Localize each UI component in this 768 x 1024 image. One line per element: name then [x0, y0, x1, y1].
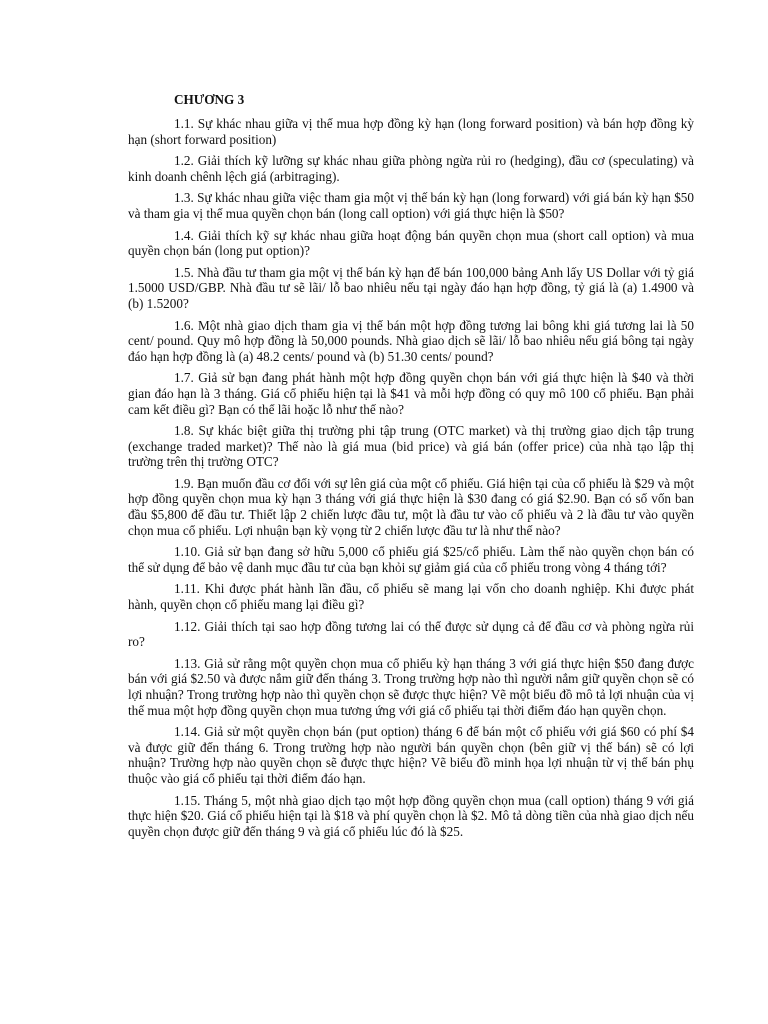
question-1-2: 1.2. Giải thích kỹ lưỡng sự khác nhau giữa phòng ngừa rủi ro (hedging), đầu cơ (speculating) và kinh doanh chênh lệch giá (arbitraging). [128, 153, 694, 184]
question-1-9: 1.9. Bạn muốn đầu cơ đối với sự lên giá của một cổ phiếu. Giá hiện tại của cổ phiếu là $29 và một hợp đồng quyền chọn mua kỳ hạn 3 tháng với giá thực hiện là $30 đang có giá $2.90. Bạn có số vốn ban đầu $5,800 để đầu tư. Thiết lập 2 chiến lược đầu tư, một là đầu tư vào cổ phiếu và 2 là đầu tư vào quyền chọn mua cổ phiếu. Lợi nhuận bạn kỳ vọng từ 2 chiến lược đầu tư là như thế nào? [128, 475, 694, 538]
question-1-8: 1.8. Sự khác biệt giữa thị trường phi tập trung (OTC market) và thị trường giao dịch tập trung (exchange traded market)? Thế nào là giá mua (bid price) và giá bán (offer price) của nhà tạo lập thị trường trên thị trường OTC? [128, 423, 694, 470]
question-1-13: 1.13. Giả sử rằng một quyền chọn mua cổ phiếu kỳ hạn tháng 3 với giá thực hiện $50 đang được bán với giá $2.50 và được nắm giữ đến tháng 3. Trong trường hợp nào thì người nắm giữ quyền chọn sẽ có lợi nhuận? Trong trường hợp nào thì quyền chọn sẽ được thực hiện? Vẽ một biểu đồ mô tả lợi nhuận của vị thế mua một hợp đồng quyền chọn mua tương ứng với giá cổ phiếu tại thời điểm đáo hạn quyền chọn. [128, 655, 694, 718]
document-page [128, 92, 694, 845]
question-1-10: 1.10. Giả sử bạn đang sở hữu 5,000 cổ phiếu giá $25/cổ phiếu. Làm thế nào quyền chọn bán có thể sử dụng để bảo vệ danh mục đầu tư của bạn khỏi sự giảm giá của cổ phiếu trong vòng 4 tháng tới? [128, 544, 694, 575]
question-1-5: 1.5. Nhà đầu tư tham gia một vị thế bán kỳ hạn để bán 100,000 bảng Anh lấy US Dollar với tỷ giá 1.5000 USD/GBP. Nhà đầu tư sẽ lãi/ lỗ bao nhiêu nếu tại ngày đáo hạn hợp đồng, tỷ giá là (a) 1.4900 và (b) 1.5200? [128, 264, 694, 311]
question-1-3: 1.3. Sự khác nhau giữa việc tham gia một vị thế bán kỳ hạn (long forward) với giá bán kỳ hạn $50 và tham gia vị thế mua quyền chọn bán (long call option) với giá thực hiện là $50? [128, 190, 694, 221]
question-1-4: 1.4. Giải thích kỹ sự khác nhau giữa hoạt động bán quyền chọn mua (short call option) và mua quyền chọn bán (long put option)? [128, 227, 694, 259]
question-1-1: 1.1. Sự khác nhau giữa vị thế mua hợp đồng kỳ hạn (long forward position) và bán hợp đồng kỳ hạn (short forward position) [128, 116, 694, 147]
chapter-title: CHƯƠNG 3 [174, 92, 245, 107]
question-1-7: 1.7. Giả sử bạn đang phát hành một hợp đồng quyền chọn bán với giá thực hiện là $40 và thời gian đáo hạn là 3 tháng. Giá cổ phiếu hiện tại là $41 và mỗi hợp đồng có quy mô 100 cổ phiếu. Bạn phải cam kết điều gì? Bạn có thể lãi hoặc lỗ như thế nào? [128, 370, 694, 417]
question-1-14: 1.14. Giả sử một quyền chọn bán (put option) tháng 6 để bán một cổ phiếu với giá $60 có phí $4 và được giữ đến tháng 6. Trong trường hợp nào người bán quyền chọn (bên giữ vị thế bán) sẽ có lợi nhuận? Trường hợp nào quyền chọn sẽ được thực hiện? Vẽ biểu đồ minh họa lợi nhuận từ vị thế bán phụ thuộc vào giá cổ phiếu tại thời điểm đáo hạn. [128, 724, 694, 786]
question-1-12: 1.12. Giải thích tại sao hợp đồng tương lai có thể được sử dụng cả để đầu cơ và phòng ngừa rủi ro? [128, 618, 694, 650]
question-1-11: 1.11. Khi được phát hành lần đầu, cổ phiếu sẽ mang lại vốn cho doanh nghiệp. Khi được phát hành, quyền chọn cổ phiếu mang lại điều gì? [128, 581, 694, 613]
question-1-6: 1.6. Một nhà giao dịch tham gia vị thế bán một hợp đồng tương lai bông khi giá tương lai là 50 cent/ pound. Quy mô hợp đồng là 50,000 pounds. Nhà giao dịch sẽ lãi/ lỗ bao nhiêu nếu giá bông tại ngày đáo hạn hợp đồng là (a) 48.2 cents/ pound và (b) 51.30 cents/ pound? [128, 317, 694, 364]
question-1-15: 1.15. Tháng 5, một nhà giao dịch tạo một hợp đồng quyền chọn mua (call option) tháng 9 với giá thực hiện $20. Giá cổ phiếu hiện tại là $18 và phí quyền chọn là $2. Mô tả dòng tiền của nhà giao dịch nếu quyền chọn được giữ đến tháng 9 và giá cổ phiếu lúc đó là $25. [128, 792, 694, 839]
